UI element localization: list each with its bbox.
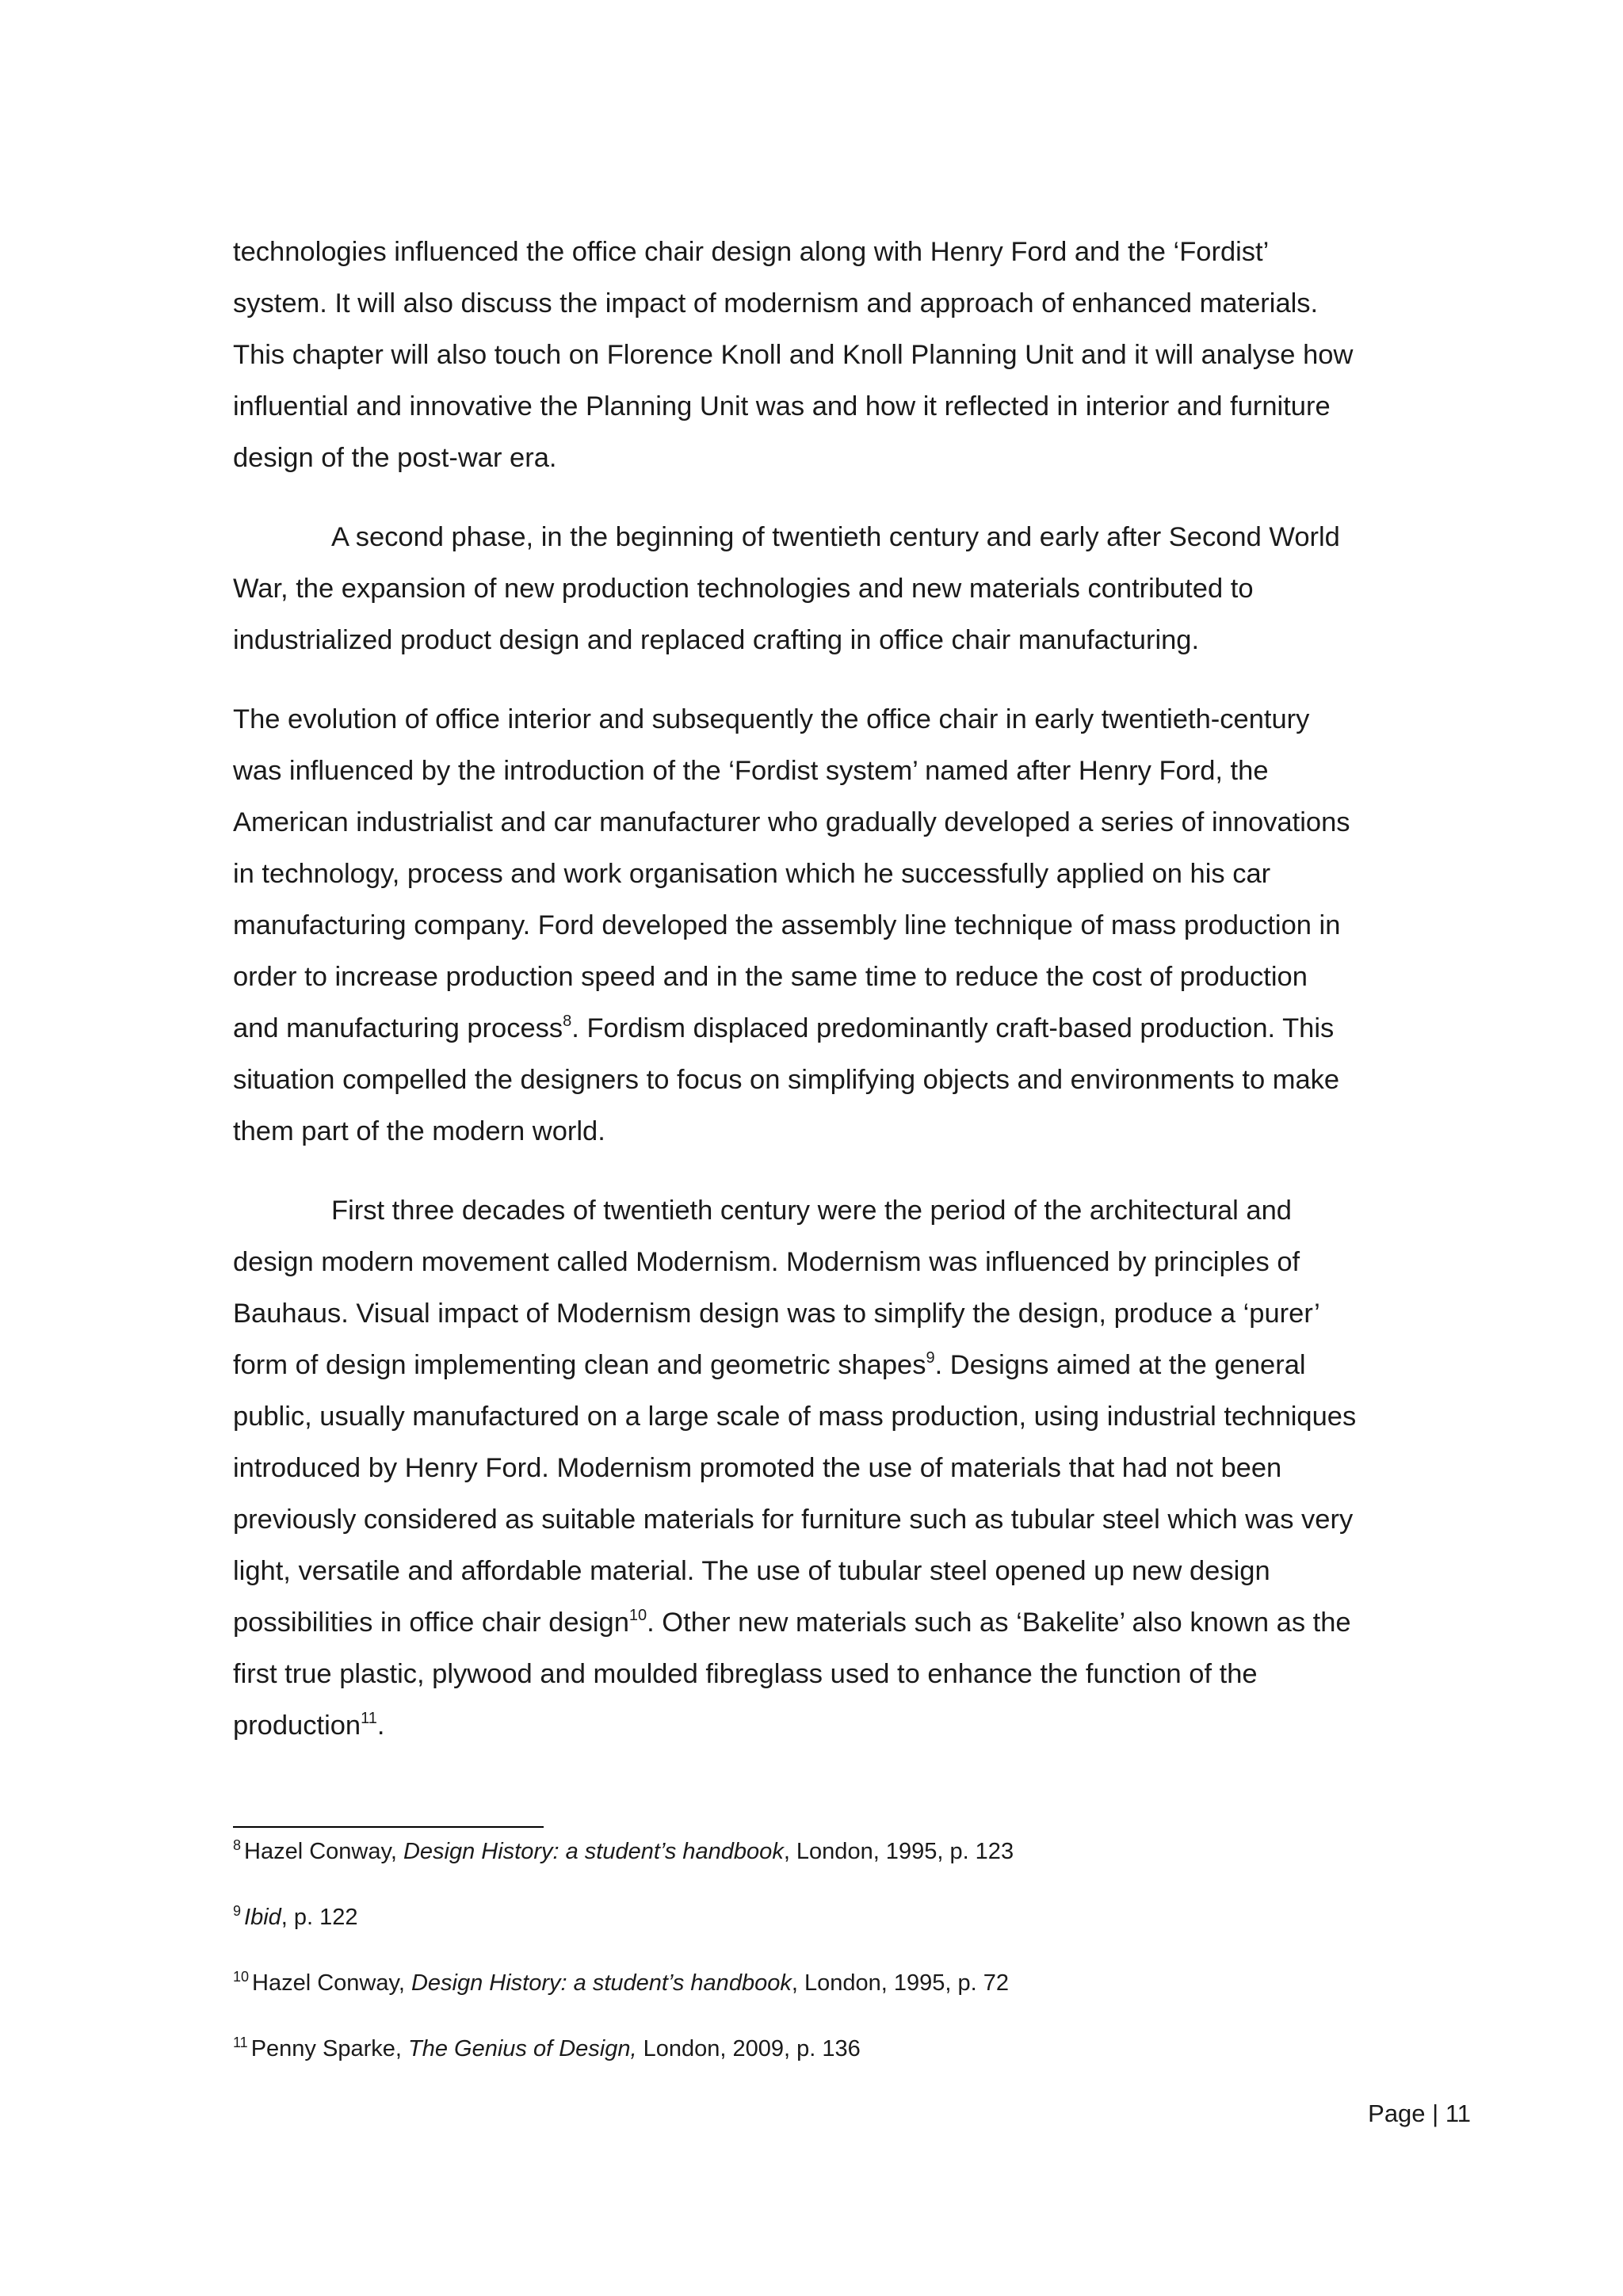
footnote-ref-8[interactable]: 8	[563, 1013, 572, 1030]
paragraph-line	[233, 1340, 1469, 1391]
paragraph-line	[233, 1700, 1469, 1752]
paragraph-line: system. It will also discuss the impact of modernism and approach of enhanced materials.	[233, 288, 1319, 318]
paragraph-line: design of the post-war era.	[233, 443, 557, 473]
paragraph-line: introduced by Henry Ford. Modernism promoted the use of materials that had not been	[233, 1453, 1282, 1483]
paragraph-line: public, usually manufactured on a large scale of mass production, using industrial techniques	[233, 1402, 1357, 1432]
footnote-author: Hazel Conway,	[252, 1970, 411, 1996]
line-text: . Fordism displaced predominantly craft-based production. This	[571, 1013, 1335, 1043]
footnote-ref-10[interactable]: 10	[628, 1607, 647, 1624]
paragraph-line: industrialized product design and replaced crafting in office chair manufacturing.	[233, 625, 1200, 655]
paragraph-line: light, versatile and affordable material. The use of tubular steel opened up new design	[233, 1556, 1270, 1586]
line-text: production	[233, 1711, 361, 1741]
paragraph-1	[233, 227, 1469, 484]
footnote-details: , London, 1995, p. 123	[783, 1839, 1014, 1864]
footnote-9	[233, 1901, 1469, 1967]
body-text	[233, 227, 1469, 1779]
paragraph-line: manufacturing company. Ford developed the assembly line technique of mass production in	[233, 910, 1341, 940]
paragraph-line: War, the expansion of new production technologies and new materials contributed to	[233, 574, 1254, 604]
footnote-number: 8	[233, 1837, 242, 1853]
footnote-title: The Genius of Design,	[407, 2036, 637, 2061]
paragraph-line: design modern movement called Modernism. Modernism was influenced by principles of	[233, 1247, 1300, 1277]
footnote-title: Ibid	[244, 1905, 281, 1930]
paragraph-line: previously considered as suitable materials for furniture such as tubular steel which was very	[233, 1505, 1354, 1535]
line-text: and manufacturing process	[233, 1013, 563, 1043]
footnote-details: , London, 1995, p. 72	[791, 1970, 1009, 1996]
footnote-author: Penny Sparke,	[250, 2036, 408, 2061]
footnote-ref-11[interactable]: 11	[361, 1710, 377, 1727]
paragraph-line: order to increase production speed and in the same time to reduce the cost of production	[233, 962, 1308, 992]
footnote-author: Hazel Conway,	[244, 1839, 403, 1864]
footnote-number: 9	[233, 1903, 242, 1919]
page-number: Page | 11	[1368, 2100, 1471, 2127]
paragraph-line: first true plastic, plywood and moulded fibreglass used to enhance the function of the	[233, 1659, 1258, 1689]
paragraph-3	[233, 694, 1469, 1158]
paragraph-line: influential and innovative the Planning Unit was and how it reflected in interior and furniture	[233, 391, 1331, 421]
line-text: . Designs aimed at the general	[934, 1350, 1306, 1380]
paragraph-2	[233, 512, 1469, 666]
footnote-details: , p. 122	[281, 1905, 358, 1930]
footnote-number: 11	[233, 2035, 248, 2050]
footnote-10	[233, 1967, 1469, 2033]
paragraph-line: in technology, process and work organisation which he successfully applied on his car	[233, 859, 1271, 889]
footnote-number: 10	[233, 1969, 250, 1985]
paragraph-line: Bauhaus. Visual impact of Modernism design was to simplify the design, produce a ‘purer’	[233, 1299, 1320, 1329]
paragraph-line: was influenced by the introduction of the ‘Fordist system’ named after Henry Ford, the	[233, 756, 1269, 786]
paragraph-line: A second phase, in the beginning of twentieth century and early after Second World	[331, 522, 1340, 552]
footnote-title: Design History: a student’s handbook	[411, 1970, 792, 1996]
footnote-title: Design History: a student’s handbook	[403, 1839, 784, 1864]
paragraph-line: This chapter will also touch on Florence Knoll and Knoll Planning Unit and it will analyse how	[233, 340, 1354, 370]
paragraph-line: The evolution of office interior and subsequently the office chair in early twentieth-century	[233, 704, 1310, 734]
footnote-details: London, 2009, p. 136	[636, 2036, 861, 2061]
line-text: form of design implementing clean and geometric shapes	[233, 1350, 926, 1380]
paragraph-line: technologies influenced the office chair design along with Henry Ford and the ‘Fordist’	[233, 237, 1270, 267]
paragraph-line: American industrialist and car manufacturer who gradually developed a series of innovations	[233, 807, 1350, 837]
paragraph-line: them part of the modern world.	[233, 1116, 605, 1146]
paragraph-line: situation compelled the designers to focus on simplifying objects and environments to make	[233, 1065, 1340, 1095]
footnote-11	[233, 2033, 1469, 2099]
footnote-8	[233, 1836, 1469, 1901]
paragraph-4	[233, 1185, 1469, 1752]
footnotes	[233, 1836, 1469, 2099]
paragraph-line	[233, 1597, 1469, 1649]
line-text: possibilities in office chair design	[233, 1608, 629, 1638]
paragraph-line	[233, 1003, 1469, 1055]
line-text: . Other new materials such as ‘Bakelite’ also known as the	[647, 1608, 1351, 1638]
footnote-ref-9[interactable]: 9	[926, 1349, 935, 1367]
footnote-separator	[233, 1826, 544, 1828]
paragraph-line: First three decades of twentieth century were the period of the architectural and	[331, 1196, 1292, 1226]
line-text: .	[376, 1711, 385, 1741]
